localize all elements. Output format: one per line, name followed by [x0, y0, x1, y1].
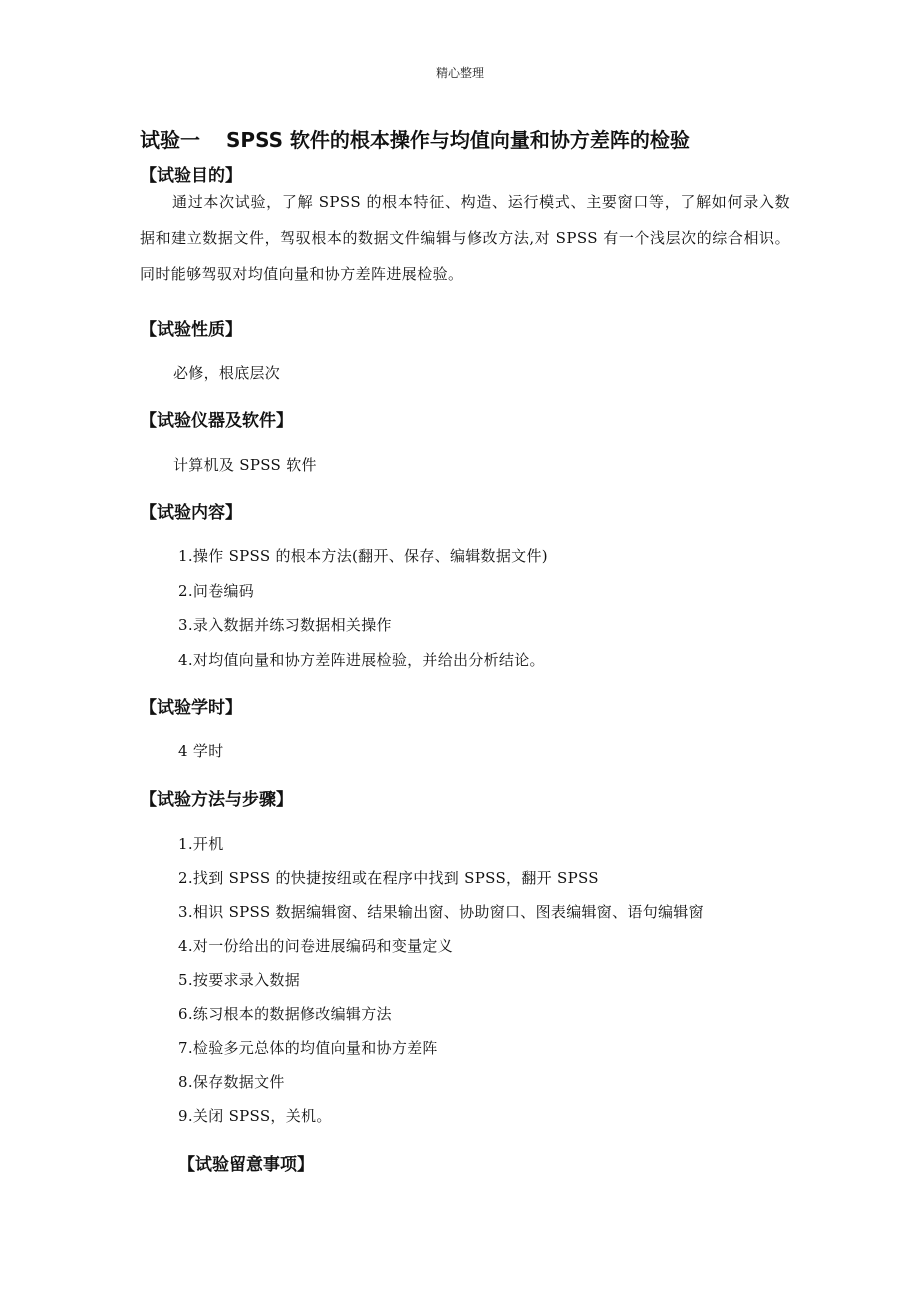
title-experiment-number: 试验一	[140, 128, 200, 152]
content-item: 3.录入数据并练习数据相关操作	[178, 616, 392, 634]
content-item: 2.问卷编码	[178, 582, 255, 600]
heading-steps: 【试验方法与步骤】	[140, 790, 293, 810]
heading-nature: 【试验性质】	[140, 320, 242, 340]
hours-text: 4 学时	[178, 742, 224, 760]
step-item: 6.练习根本的数据修改编辑方法	[178, 1005, 392, 1023]
title-subject: SPSS 软件的根本操作与均值向量和协方差阵的检验	[226, 128, 690, 152]
heading-purpose: 【试验目的】	[140, 166, 242, 186]
heading-instruments: 【试验仪器及软件】	[140, 411, 293, 431]
content-item: 1.操作 SPSS 的根本方法(翻开、保存、编辑数据文件)	[178, 547, 548, 565]
step-item: 4.对一份给出的问卷进展编码和变量定义	[178, 937, 454, 955]
step-item: 9.关闭 SPSS，关机。	[178, 1107, 332, 1125]
heading-content: 【试验内容】	[140, 503, 242, 523]
step-item: 7.检验多元总体的均值向量和协方差阵	[178, 1039, 438, 1057]
document-title	[140, 124, 690, 153]
nature-text: 必修，根底层次	[173, 364, 281, 382]
step-item: 5.按要求录入数据	[178, 971, 301, 989]
page-header: 精心整理	[435, 66, 484, 80]
step-item: 3.相识 SPSS 数据编辑窗、结果输出窗、协助窗口、图表编辑窗、语句编辑窗	[178, 903, 704, 921]
content-item: 4.对均值向量和协方差阵进展检验，并给出分析结论。	[178, 651, 545, 669]
purpose-paragraph: 通过本次试验，了解 SPSS 的根本特征、构造、运行模式、主要窗口等，了解如何录入数据和建立数据文件，驾驭根本的数据文件编辑与修改方法,对 SPSS 有一个浅层次的综合相识。同时能够驾驭对均值向量和协方差阵进展检验。	[140, 193, 790, 283]
step-item: 2.找到 SPSS 的快捷按纽或在程序中找到 SPSS，翻开 SPSS	[178, 869, 599, 887]
step-item: 8.保存数据文件	[178, 1073, 285, 1091]
step-item: 1.开机	[178, 835, 224, 853]
heading-hours: 【试验学时】	[140, 698, 242, 718]
heading-notes: 【试验留意事项】	[178, 1155, 314, 1175]
instruments-text: 计算机及 SPSS 软件	[173, 456, 317, 474]
